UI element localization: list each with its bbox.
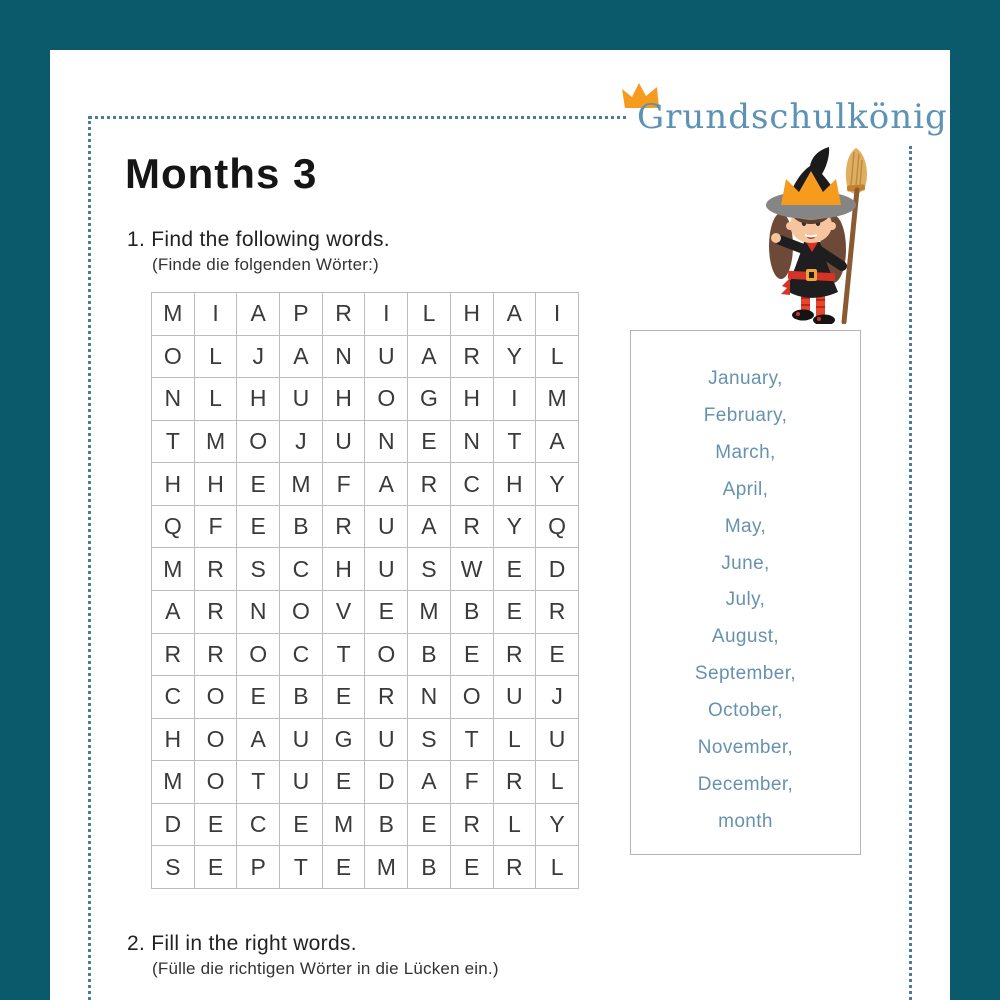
grid-row xyxy=(152,335,579,378)
grid-cell: T xyxy=(493,420,536,463)
grid-cell: N xyxy=(152,378,195,421)
grid-cell: R xyxy=(322,505,365,548)
grid-cell: R xyxy=(493,633,536,676)
grid-cell: D xyxy=(536,548,579,591)
task-2-text: Fill in the right words. xyxy=(151,932,357,955)
grid-row xyxy=(152,463,579,506)
grid-cell: R xyxy=(450,505,493,548)
grid-cell: F xyxy=(450,761,493,804)
word-search-grid xyxy=(151,292,579,889)
grid-cell: P xyxy=(280,293,323,336)
grid-cell: R xyxy=(152,633,195,676)
grid-cell: E xyxy=(408,803,451,846)
grid-cell: E xyxy=(237,676,280,719)
word-list-item: January, xyxy=(708,367,783,389)
task-1 xyxy=(127,228,390,275)
grid-cell: R xyxy=(194,548,237,591)
grid-cell: L xyxy=(493,718,536,761)
word-list-item: November, xyxy=(697,737,794,759)
task-2-instruction xyxy=(127,932,499,956)
grid-cell: N xyxy=(365,420,408,463)
word-list-item: May, xyxy=(724,515,767,537)
grid-cell: U xyxy=(280,378,323,421)
word-list-item: February, xyxy=(703,404,788,426)
grid-cell: N xyxy=(408,676,451,719)
grid-cell: A xyxy=(408,505,451,548)
word-list-item: March, xyxy=(715,441,776,463)
word-list-item: July, xyxy=(725,589,766,611)
grid-cell: Y xyxy=(493,505,536,548)
grid-cell: E xyxy=(450,846,493,889)
grid-cell: O xyxy=(194,718,237,761)
grid-cell: C xyxy=(237,803,280,846)
grid-cell: L xyxy=(536,335,579,378)
grid-cell: E xyxy=(450,633,493,676)
grid-cell: H xyxy=(322,548,365,591)
grid-row xyxy=(152,846,579,889)
task-2 xyxy=(127,932,499,979)
grid-cell: O xyxy=(450,676,493,719)
grid-cell: N xyxy=(237,590,280,633)
grid-row xyxy=(152,420,579,463)
grid-cell: R xyxy=(493,846,536,889)
grid-cell: T xyxy=(322,633,365,676)
word-list-item: September, xyxy=(694,663,797,685)
witch-illustration xyxy=(758,146,893,324)
dotted-border-right xyxy=(909,146,912,1000)
word-list-item: April, xyxy=(722,478,769,500)
grid-cell: U xyxy=(493,676,536,719)
grid-cell: U xyxy=(322,420,365,463)
grid-cell: M xyxy=(280,463,323,506)
grid-cell: R xyxy=(322,293,365,336)
grid-cell: F xyxy=(194,505,237,548)
grid-cell: J xyxy=(237,335,280,378)
grid-row xyxy=(152,505,579,548)
grid-cell: T xyxy=(152,420,195,463)
task-2-number: 2. xyxy=(127,932,146,955)
grid-cell: B xyxy=(280,505,323,548)
grid-cell: E xyxy=(408,420,451,463)
task-1-text: Find the following words. xyxy=(151,228,390,251)
word-list-item: December, xyxy=(697,774,794,796)
grid-cell: M xyxy=(408,590,451,633)
grid-cell: A xyxy=(365,463,408,506)
grid-row xyxy=(152,548,579,591)
grid-cell: R xyxy=(408,463,451,506)
grid-row xyxy=(152,590,579,633)
grid-cell: F xyxy=(322,463,365,506)
grid-cell: R xyxy=(536,590,579,633)
grid-cell: A xyxy=(237,293,280,336)
grid-cell: M xyxy=(152,548,195,591)
grid-cell: I xyxy=(365,293,408,336)
grid-cell: Y xyxy=(493,335,536,378)
grid-cell: E xyxy=(194,803,237,846)
grid-cell: I xyxy=(536,293,579,336)
grid-cell: C xyxy=(450,463,493,506)
grid-cell: H xyxy=(450,378,493,421)
grid-row xyxy=(152,761,579,804)
grid-cell: E xyxy=(536,633,579,676)
grid-cell: R xyxy=(450,803,493,846)
grid-cell: G xyxy=(408,378,451,421)
grid-cell: U xyxy=(365,718,408,761)
grid-cell: O xyxy=(194,761,237,804)
grid-cell: O xyxy=(237,633,280,676)
grid-cell: O xyxy=(280,590,323,633)
grid-row xyxy=(152,676,579,719)
grid-cell: E xyxy=(280,803,323,846)
grid-cell: L xyxy=(408,293,451,336)
grid-cell: Q xyxy=(152,505,195,548)
task-1-instruction xyxy=(127,228,390,252)
grid-cell: N xyxy=(322,335,365,378)
word-search-grid-body xyxy=(152,293,579,889)
grid-cell: R xyxy=(365,676,408,719)
grid-cell: G xyxy=(322,718,365,761)
grid-cell: H xyxy=(450,293,493,336)
grid-cell: M xyxy=(152,293,195,336)
grid-cell: U xyxy=(280,718,323,761)
task-1-translation: (Finde die folgenden Wörter:) xyxy=(152,255,379,274)
grid-cell: T xyxy=(280,846,323,889)
grid-cell: E xyxy=(493,548,536,591)
grid-cell: J xyxy=(536,676,579,719)
grid-cell: E xyxy=(322,676,365,719)
grid-row xyxy=(152,378,579,421)
grid-cell: M xyxy=(322,803,365,846)
grid-cell: D xyxy=(365,761,408,804)
grid-cell: A xyxy=(280,335,323,378)
grid-cell: S xyxy=(408,548,451,591)
grid-cell: R xyxy=(450,335,493,378)
grid-cell: O xyxy=(194,676,237,719)
grid-cell: W xyxy=(450,548,493,591)
grid-cell: J xyxy=(280,420,323,463)
grid-cell: Y xyxy=(536,463,579,506)
grid-cell: M xyxy=(194,420,237,463)
dotted-border-left xyxy=(88,116,91,1000)
grid-cell: O xyxy=(365,378,408,421)
word-list-item: October, xyxy=(707,700,784,722)
grid-cell: C xyxy=(280,548,323,591)
grid-cell: H xyxy=(194,463,237,506)
grid-cell: L xyxy=(536,761,579,804)
page-title: Months 3 xyxy=(125,150,318,197)
grid-row xyxy=(152,633,579,676)
grid-cell: U xyxy=(280,761,323,804)
grid-cell: B xyxy=(408,846,451,889)
grid-cell: E xyxy=(365,590,408,633)
grid-cell: I xyxy=(493,378,536,421)
grid-cell: N xyxy=(450,420,493,463)
grid-cell: T xyxy=(237,761,280,804)
grid-cell: M xyxy=(365,846,408,889)
grid-cell: O xyxy=(365,633,408,676)
grid-row xyxy=(152,718,579,761)
grid-cell: I xyxy=(194,293,237,336)
grid-cell: U xyxy=(365,548,408,591)
grid-cell: M xyxy=(152,761,195,804)
grid-cell: E xyxy=(322,761,365,804)
grid-cell: A xyxy=(493,293,536,336)
grid-cell: E xyxy=(237,463,280,506)
grid-cell: C xyxy=(280,633,323,676)
grid-cell: A xyxy=(237,718,280,761)
grid-cell: L xyxy=(536,846,579,889)
task-2-translation: (Fülle die richtigen Wörter in die Lücken ein.) xyxy=(152,959,499,978)
grid-cell: E xyxy=(237,505,280,548)
word-list xyxy=(630,330,861,855)
grid-cell: E xyxy=(194,846,237,889)
grid-cell: L xyxy=(194,378,237,421)
grid-cell: U xyxy=(365,505,408,548)
grid-cell: P xyxy=(237,846,280,889)
grid-cell: A xyxy=(408,761,451,804)
grid-cell: L xyxy=(493,803,536,846)
dotted-border-top xyxy=(89,116,626,119)
grid-cell: U xyxy=(365,335,408,378)
task-1-number: 1. xyxy=(127,228,146,251)
grid-cell: S xyxy=(237,548,280,591)
grid-cell: O xyxy=(237,420,280,463)
grid-cell: H xyxy=(152,718,195,761)
grid-cell: B xyxy=(408,633,451,676)
grid-cell: H xyxy=(322,378,365,421)
grid-row xyxy=(152,803,579,846)
grid-cell: E xyxy=(322,846,365,889)
grid-cell: A xyxy=(408,335,451,378)
grid-cell: A xyxy=(536,420,579,463)
grid-row xyxy=(152,293,579,336)
grid-cell: L xyxy=(194,335,237,378)
grid-cell: U xyxy=(536,718,579,761)
grid-cell: R xyxy=(194,633,237,676)
logo-text: Grundschulkönig xyxy=(637,97,948,137)
word-list-item: August, xyxy=(711,626,780,648)
grid-cell: H xyxy=(237,378,280,421)
grid-cell: V xyxy=(322,590,365,633)
grid-cell: R xyxy=(493,761,536,804)
grid-cell: C xyxy=(152,676,195,719)
grid-cell: Q xyxy=(536,505,579,548)
grid-cell: D xyxy=(152,803,195,846)
grid-cell: Y xyxy=(536,803,579,846)
grid-cell: R xyxy=(194,590,237,633)
grid-cell: S xyxy=(408,718,451,761)
grid-cell: S xyxy=(152,846,195,889)
grid-cell: H xyxy=(493,463,536,506)
grid-cell: B xyxy=(450,590,493,633)
grid-cell: M xyxy=(536,378,579,421)
grid-cell: H xyxy=(152,463,195,506)
grid-cell: B xyxy=(365,803,408,846)
word-list-item: June, xyxy=(721,552,770,574)
word-list-item: month xyxy=(718,810,773,832)
grid-cell: A xyxy=(152,590,195,633)
grid-cell: E xyxy=(493,590,536,633)
grid-cell: O xyxy=(152,335,195,378)
grid-cell: B xyxy=(280,676,323,719)
grid-cell: T xyxy=(450,718,493,761)
